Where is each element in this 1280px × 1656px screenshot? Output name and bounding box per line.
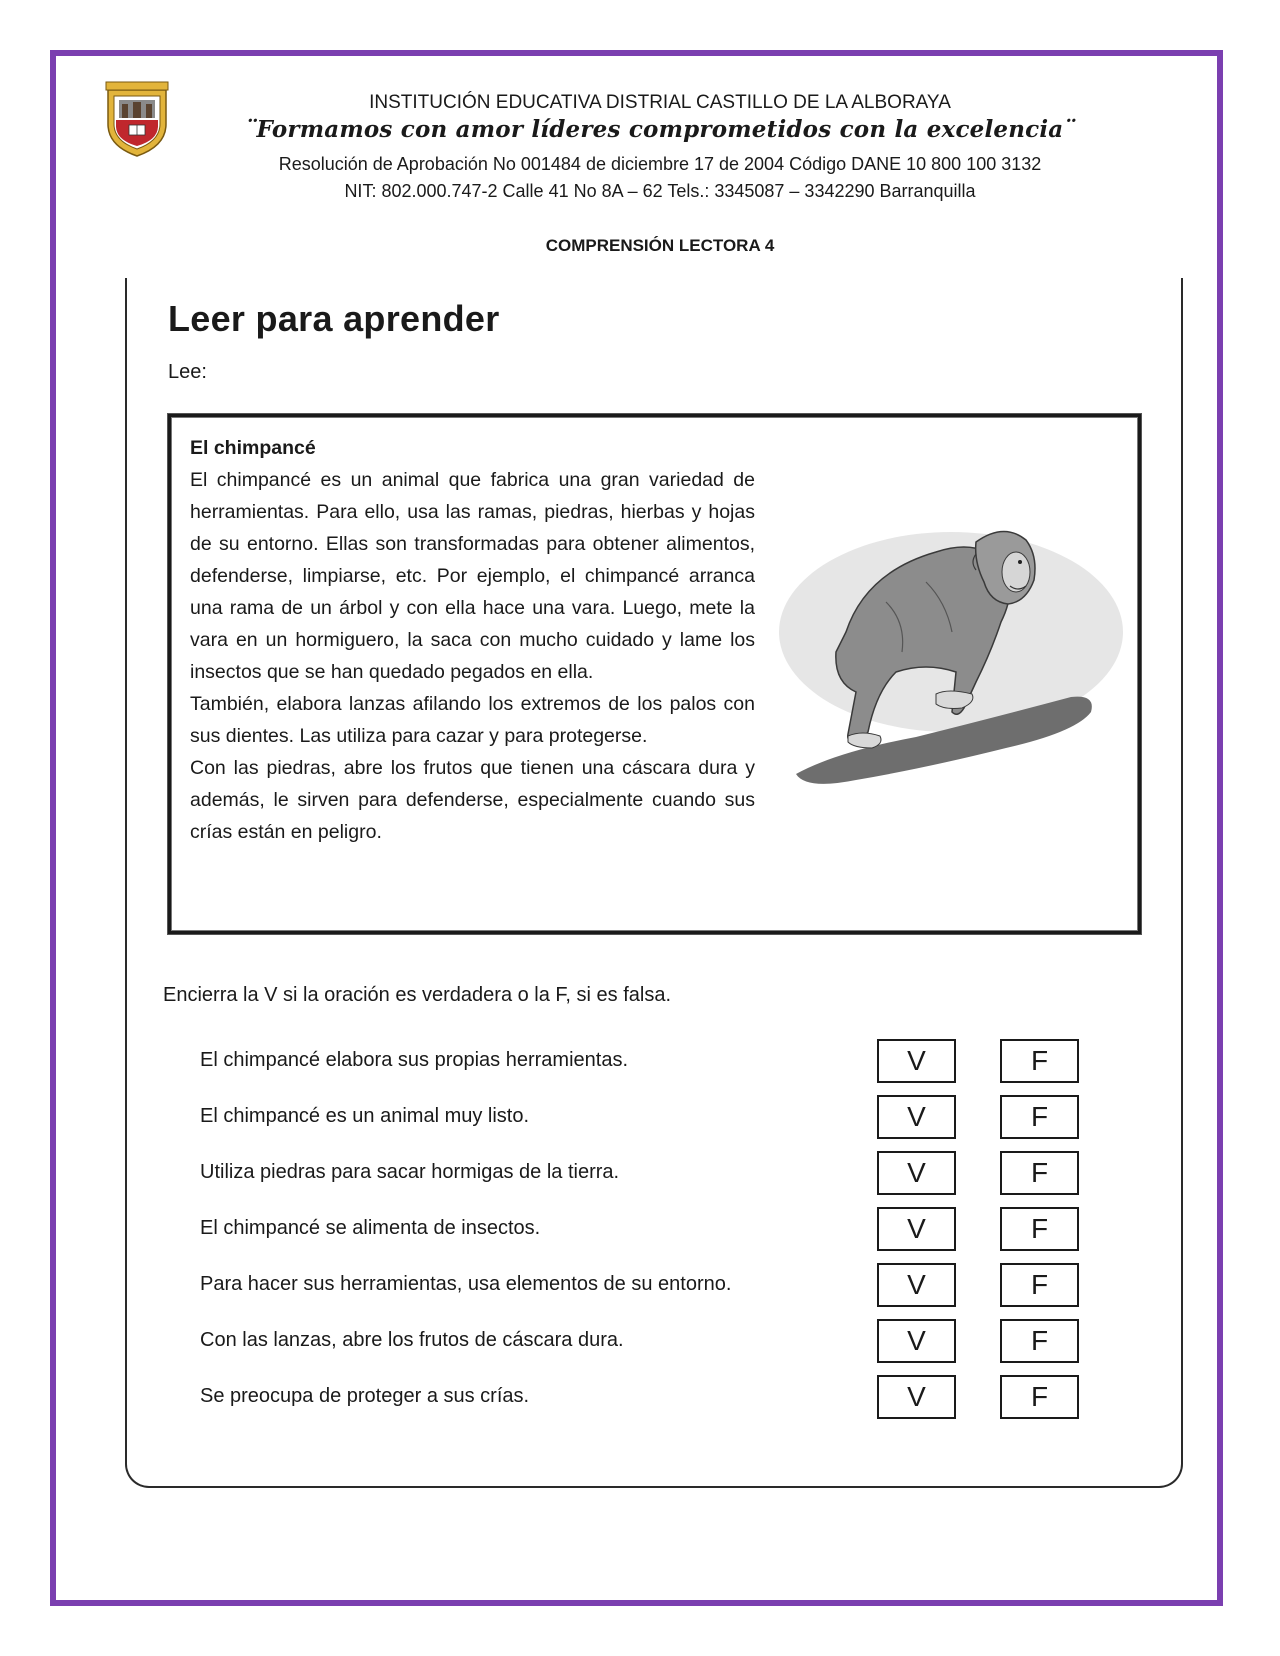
true-option-box[interactable]: V (877, 1319, 956, 1363)
true-option-box[interactable]: V (877, 1095, 956, 1139)
statement-row (0, 1039, 1280, 1083)
section-heading: Leer para aprender (168, 298, 500, 339)
statement-row (0, 1151, 1280, 1195)
reading-paragraph: Con las piedras, abre los frutos que tienen una cáscara dura y además, le sirven para defenderse, especialmente cuando sus crías están en peligro. (190, 757, 755, 843)
statement-row (0, 1375, 1280, 1419)
true-option-box[interactable]: V (877, 1375, 956, 1419)
document-title: COMPRENSIÓN LECTORA 4 (545, 236, 775, 255)
true-option-box[interactable]: V (877, 1263, 956, 1307)
statement-text: El chimpancé se alimenta de insectos. (200, 1217, 541, 1239)
statement-text: El chimpancé elabora sus propias herramientas. (200, 1049, 628, 1071)
statement-row (0, 1263, 1280, 1307)
false-option-box[interactable]: F (1000, 1263, 1079, 1307)
nit-address-line: NIT: 802.000.747-2 Calle 41 No 8A – 62 Tels.: 3345087 – 3342290 Barranquilla (344, 181, 976, 201)
statement-row (0, 1319, 1280, 1363)
statement-text: Se preocupa de proteger a sus crías. (200, 1385, 530, 1407)
reading-paragraph: El chimpancé es un animal que fabrica una gran variedad de herramientas. Para ello, usa las ramas, piedras, hierbas y hojas de su entorno. Ellas son transformadas para obtener alimentos, defenderse, limpiarse, etc. Por ejemplo, el chimpancé arranca una rama de un árbol y con ella hace una vara. Luego, mete la vara en un hormiguero, la saca con mucho cuidado y lame los insectos que se han quedado pegados en ella. (190, 469, 755, 683)
statement-text: Utiliza piedras para sacar hormigas de la tierra. (200, 1161, 620, 1183)
institution-name: INSTITUCIÓN EDUCATIVA DISTRIAL CASTILLO DE LA ALBORAYA (369, 92, 951, 113)
true-option-box[interactable]: V (877, 1151, 956, 1195)
false-option-box[interactable]: F (1000, 1375, 1079, 1419)
false-option-box[interactable]: F (1000, 1039, 1079, 1083)
statement-text: El chimpancé es un animal muy listo. (200, 1105, 530, 1127)
true-option-box[interactable]: V (877, 1039, 956, 1083)
statement-row (0, 1207, 1280, 1251)
exercise-instruction: Encierra la V si la oración es verdadera o la F, si es falsa. (163, 984, 672, 1006)
reading-title: El chimpancé (190, 437, 316, 459)
true-option-box[interactable]: V (877, 1207, 956, 1251)
resolution-line: Resolución de Aprobación No 001484 de diciembre 17 de 2004 Código DANE 10 800 100 3132 (278, 154, 1042, 174)
false-option-box[interactable]: F (1000, 1151, 1079, 1195)
reading-paragraph: También, elabora lanzas afilando los extremos de los palos con sus dientes. Las utiliza para cazar y para protegerse. (190, 693, 755, 747)
read-prompt: Lee: (168, 361, 207, 383)
statement-row (0, 1095, 1280, 1139)
false-option-box[interactable]: F (1000, 1319, 1079, 1363)
statement-text: Para hacer sus herramientas, usa elementos de su entorno. (200, 1273, 732, 1295)
false-option-box[interactable]: F (1000, 1095, 1079, 1139)
statement-text: Con las lanzas, abre los frutos de cáscara dura. (200, 1329, 624, 1351)
false-option-box[interactable]: F (1000, 1207, 1079, 1251)
school-motto: ¨Formamos con amor líderes comprometidos con la excelencia¨ (244, 116, 1076, 143)
